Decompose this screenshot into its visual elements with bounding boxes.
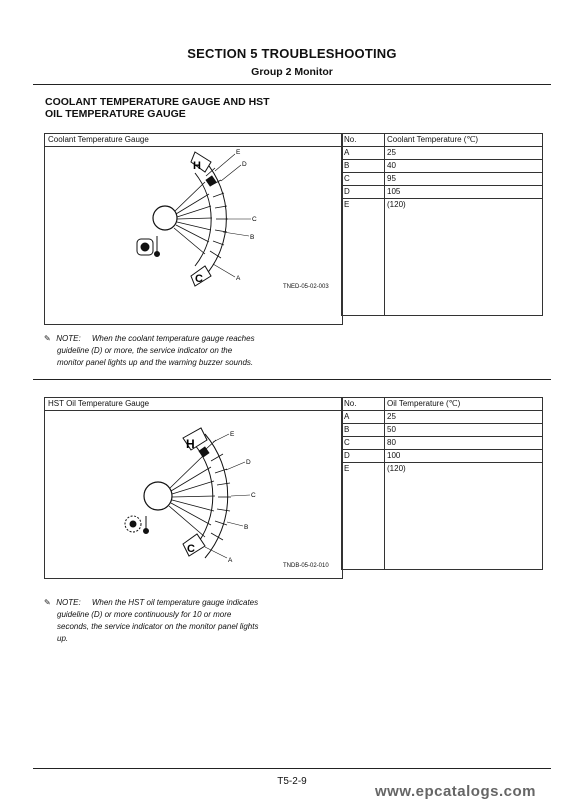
table-row — [342, 160, 543, 173]
coolant-note — [44, 333, 334, 369]
page-number: T5-2-9 — [277, 776, 307, 787]
hst-figure-title: HST Oil Temperature Gauge — [48, 399, 150, 408]
coolant-gauge-illustration — [45, 148, 342, 323]
table-cell-value: 100 — [385, 450, 543, 463]
table-cell-no: D — [342, 450, 385, 463]
gauge-pivot — [153, 206, 177, 230]
note-line4: up. — [57, 634, 69, 643]
leader-a-label: A — [236, 275, 241, 282]
table-cell-value: 105 — [385, 186, 543, 199]
table-cell-no: A — [342, 147, 385, 160]
hst-gauge-illustration — [45, 412, 342, 577]
table-cell-no: B — [342, 424, 385, 437]
table-cell-value: (120) — [385, 199, 543, 316]
table-cell-value: 25 — [385, 411, 543, 424]
hst-figure-box — [44, 397, 343, 579]
leader-d-label: D — [246, 459, 251, 466]
note-label: NOTE: — [56, 598, 81, 607]
gauge-hot-cell — [205, 175, 216, 186]
leader-b-label: B — [250, 234, 255, 241]
topic-heading-line2: OIL TEMPERATURE GAUGE — [45, 108, 186, 120]
note-line2: guideline (D) or more continuously for 10 or more — [57, 610, 232, 619]
section-title: SECTION 5 TROUBLESHOOTING — [187, 46, 397, 61]
leader-c-label: C — [252, 216, 257, 223]
leader-b-label: B — [244, 524, 249, 531]
table-cell-no: C — [342, 173, 385, 186]
hst-figure-divider — [45, 410, 342, 411]
table-header-no: No. — [342, 398, 385, 411]
hst-table — [341, 397, 543, 570]
note-line1: When the coolant temperature gauge reaches — [91, 334, 255, 343]
note-line1: When the HST oil temperature gauge indicates — [91, 598, 259, 607]
leader-c-label: C — [251, 492, 256, 499]
coolant-figure-box — [44, 133, 343, 325]
table-cell-value: 40 — [385, 160, 543, 173]
table-row — [342, 173, 543, 186]
pencil-note-icon: ✎ — [44, 598, 51, 607]
table-cell-no: B — [342, 160, 385, 173]
table-cell-value: 80 — [385, 437, 543, 450]
note-line3: monitor panel lights up and the warning buzzer sounds. — [57, 358, 254, 367]
table-row — [342, 463, 543, 570]
table-row — [342, 424, 543, 437]
table-header-value: Oil Temperature (℃) — [385, 398, 543, 411]
coolant-table — [341, 133, 543, 316]
table-cell-value: 95 — [385, 173, 543, 186]
table-cell-no: D — [342, 186, 385, 199]
hst-figure-code: TNDB-05-02-010 — [283, 563, 329, 569]
table-header-value: Coolant Temperature (℃) — [385, 134, 543, 147]
table-cell-no: A — [342, 411, 385, 424]
table-row — [342, 199, 543, 316]
gauge-pivot — [144, 482, 172, 510]
coolant-temperature-icon — [137, 236, 160, 257]
gauge-h-label: H — [193, 160, 201, 172]
table-row — [342, 437, 543, 450]
hst-oil-temperature-icon — [125, 516, 149, 534]
table-row — [342, 147, 543, 160]
table-row — [342, 450, 543, 463]
table-row — [342, 186, 543, 199]
gauge-leaders — [213, 154, 251, 277]
table-cell-value: 50 — [385, 424, 543, 437]
hst-note — [44, 597, 344, 645]
table-header-row — [342, 398, 543, 411]
gauge-c-label: C — [195, 273, 203, 285]
table-cell-value: 25 — [385, 147, 543, 160]
table-cell-no: E — [342, 463, 385, 570]
leader-a-label: A — [228, 557, 233, 564]
topic-heading-line1: COOLANT TEMPERATURE GAUGE AND HST — [45, 96, 270, 108]
table-cell-value: (120) — [385, 463, 543, 570]
watermark: www.epcatalogs.com — [375, 783, 536, 800]
pencil-note-icon: ✎ — [44, 334, 51, 343]
group-title: Group 2 Monitor — [251, 66, 333, 78]
header-rule — [33, 84, 551, 85]
note-line2: guideline (D) or more, the service indicator on the — [57, 346, 233, 355]
table-row — [342, 411, 543, 424]
leader-d-label: D — [242, 161, 247, 168]
gauge-c-label: C — [187, 543, 195, 555]
gauge-hot-cell — [198, 446, 209, 457]
gauge-h-label: H — [186, 437, 195, 451]
table-header-no: No. — [342, 134, 385, 147]
table-header-row — [342, 134, 543, 147]
section-divider — [33, 379, 551, 380]
table-cell-no: E — [342, 199, 385, 316]
coolant-figure-divider — [45, 146, 342, 147]
topic-heading — [45, 96, 345, 120]
note-label: NOTE: — [56, 334, 81, 343]
coolant-figure-title: Coolant Temperature Gauge — [48, 135, 149, 144]
coolant-figure-code: TNED-05-02-003 — [283, 284, 329, 290]
table-cell-no: C — [342, 437, 385, 450]
leader-e-label: E — [236, 149, 241, 156]
note-line3: seconds, the service indicator on the monitor panel lights — [57, 622, 259, 631]
footer-rule — [33, 768, 551, 769]
leader-e-label: E — [230, 431, 235, 438]
